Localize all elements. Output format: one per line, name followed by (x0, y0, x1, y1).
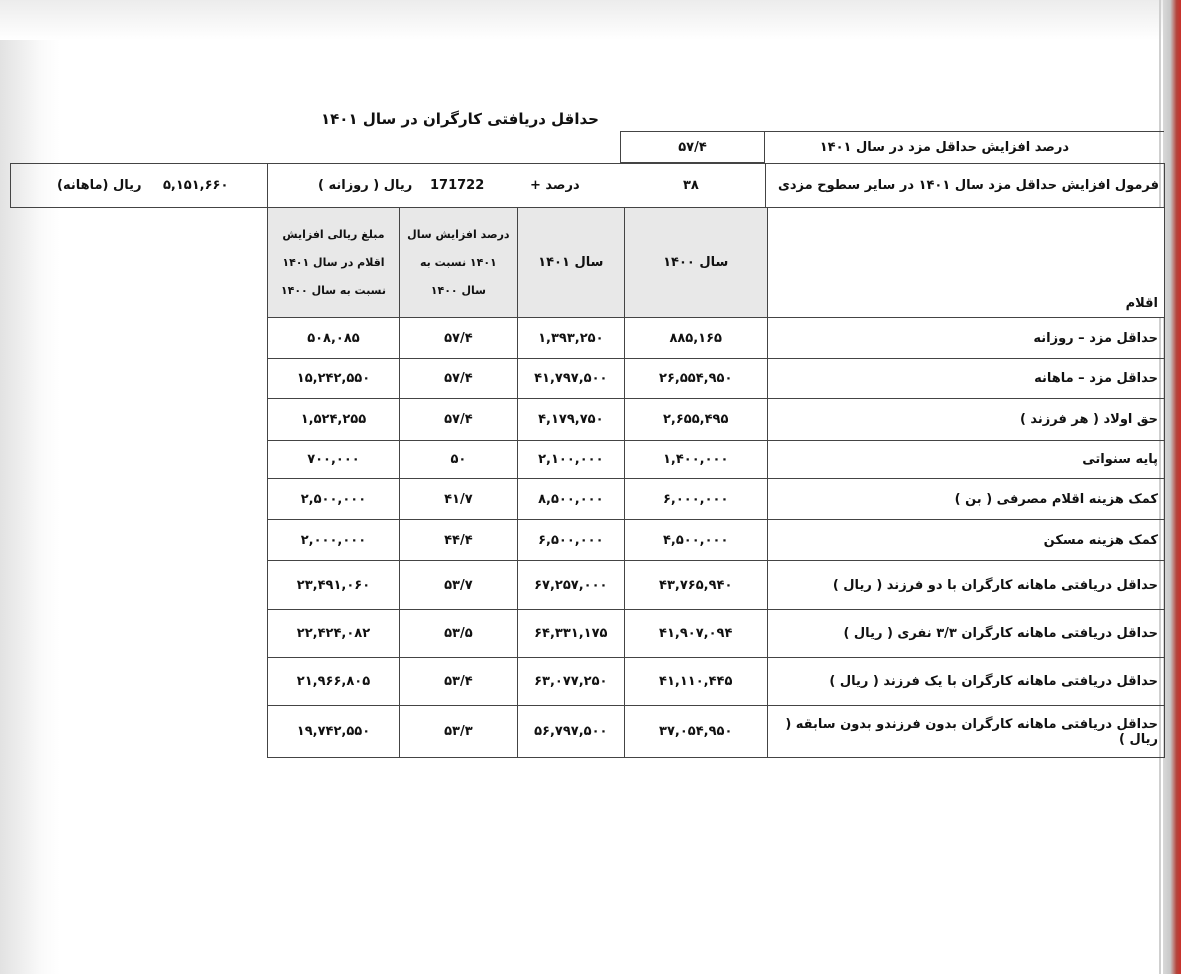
formula-label: فرمول افزایش حداقل مزد سال ۱۴۰۱ در سایر سطوح مزدی (777, 178, 1159, 193)
row-rial-increase: ۲۲,۴۲۴,۰۸۲ (268, 610, 400, 658)
formula-percent-plus: درصد + (530, 178, 580, 193)
increase-label: درصد افزایش حداقل مزد در سال ۱۴۰۱ (819, 140, 1069, 155)
row-percent-increase: ۴۱/۷ (399, 479, 517, 520)
table-row (268, 561, 1165, 610)
formula-row-divider (765, 163, 766, 208)
row-rial-increase: ۲,۰۰۰,۰۰۰ (268, 520, 400, 561)
increase-value-box (620, 131, 765, 163)
page-edge-right (1163, 0, 1181, 974)
table-row (268, 441, 1165, 479)
row-value-1401: ۴۱,۷۹۷,۵۰۰ (517, 359, 624, 399)
table-row (268, 658, 1165, 706)
row-item-label: حداقل دریافتی ماهانه کارگران با یک فرزند ( ریال ) (767, 658, 1164, 706)
row-percent-increase: ۵۳/۴ (399, 658, 517, 706)
table-row (268, 399, 1165, 441)
row-value-1401: ۴,۱۷۹,۷۵۰ (517, 399, 624, 441)
row-value-1400: ۱,۴۰۰,۰۰۰ (624, 441, 767, 479)
row-item-label: حداقل دریافتی ماهانه کارگران بدون فرزندو بدون سابقه ( ریال ) (767, 706, 1164, 758)
row-rial-increase: ۱۵,۲۴۲,۵۵۰ (268, 359, 400, 399)
row-item-label: کمک هزینه اقلام مصرفی ( بن ) (767, 479, 1164, 520)
row-percent-increase: ۵۷/۴ (399, 359, 517, 399)
row-value-1401: ۶۷,۲۵۷,۰۰۰ (517, 561, 624, 610)
row-percent-increase: ۴۴/۴ (399, 520, 517, 561)
page-shadow-top (0, 0, 1181, 40)
row-value-1400: ۴۱,۹۰۷,۰۹۴ (624, 610, 767, 658)
row-item-label: کمک هزینه مسکن (767, 520, 1164, 561)
header-rial-increase: مبلغ ریالی افزایش اقلام در سال ۱۴۰۱ نسبت به سال ۱۴۰۰ (268, 208, 400, 318)
row-item-label: حداقل مزد – ماهانه (767, 359, 1164, 399)
header-percent-increase: درصد افزایش سال ۱۴۰۱ نسبت به سال ۱۴۰۰ (399, 208, 517, 318)
formula-monthly-amount: ۵,۱۵۱,۶۶۰ (163, 178, 229, 193)
row-item-label: حق اولاد ( هر فرزند ) (767, 399, 1164, 441)
table-row (268, 479, 1165, 520)
row-rial-increase: ۲۳,۴۹۱,۰۶۰ (268, 561, 400, 610)
table-header-row (268, 208, 1165, 318)
row-percent-increase: ۵۰ (399, 441, 517, 479)
row-percent-increase: ۵۳/۵ (399, 610, 517, 658)
table-row (268, 610, 1165, 658)
row-value-1400: ۴,۵۰۰,۰۰۰ (624, 520, 767, 561)
formula-value: ۳۸ (683, 178, 699, 193)
row-rial-increase: ۲۱,۹۶۶,۸۰۵ (268, 658, 400, 706)
header-year-1400: سال ۱۴۰۰ (624, 208, 767, 318)
row-value-1400: ۲,۶۵۵,۴۹۵ (624, 399, 767, 441)
row-value-1401: ۶۴,۳۳۱,۱۷۵ (517, 610, 624, 658)
page-title: حداقل دریافتی کارگران در سال ۱۴۰۱ (320, 110, 599, 128)
row-value-1401: ۶,۵۰۰,۰۰۰ (517, 520, 624, 561)
row-value-1401: ۲,۱۰۰,۰۰۰ (517, 441, 624, 479)
row-value-1400: ۶,۰۰۰,۰۰۰ (624, 479, 767, 520)
table-row (268, 706, 1165, 758)
row-percent-increase: ۵۷/۴ (399, 318, 517, 359)
table-row (268, 359, 1165, 399)
row-percent-increase: ۵۳/۳ (399, 706, 517, 758)
row-rial-increase: ۲,۵۰۰,۰۰۰ (268, 479, 400, 520)
row-item-label: حداقل دریافتی ماهانه کارگران ۳/۳ نفری ( ریال ) (767, 610, 1164, 658)
header-year-1401: سال ۱۴۰۱ (517, 208, 624, 318)
row-value-1401: ۸,۵۰۰,۰۰۰ (517, 479, 624, 520)
row-value-1401: ۶۳,۰۷۷,۲۵۰ (517, 658, 624, 706)
row-value-1401: ۱,۳۹۳,۲۵۰ (517, 318, 624, 359)
header-items: اقلام (767, 208, 1164, 318)
table-row (268, 520, 1165, 561)
page-shadow-left (0, 0, 60, 974)
row-rial-increase: ۷۰۰,۰۰۰ (268, 441, 400, 479)
row-rial-increase: ۱۹,۷۴۲,۵۵۰ (268, 706, 400, 758)
row-value-1400: ۲۶,۵۵۴,۹۵۰ (624, 359, 767, 399)
row-value-1400: ۳۷,۰۵۴,۹۵۰ (624, 706, 767, 758)
formula-monthly-unit: ریال (ماهانه) (57, 178, 142, 193)
row-percent-increase: ۵۷/۴ (399, 399, 517, 441)
formula-daily-unit: ریال ( روزانه ) (318, 178, 413, 193)
increase-value: ۵۷/۴ (678, 139, 707, 155)
row-value-1400: ۸۸۵,۱۶۵ (624, 318, 767, 359)
row-rial-increase: ۱,۵۲۴,۲۵۵ (268, 399, 400, 441)
formula-row-divider-left (267, 163, 268, 208)
formula-daily-amount: 171722 (430, 178, 485, 193)
row-value-1400: ۴۱,۱۱۰,۴۴۵ (624, 658, 767, 706)
row-percent-increase: ۵۳/۷ (399, 561, 517, 610)
row-value-1401: ۵۶,۷۹۷,۵۰۰ (517, 706, 624, 758)
table-row (268, 318, 1165, 359)
row-value-1400: ۴۳,۷۶۵,۹۴۰ (624, 561, 767, 610)
row-rial-increase: ۵۰۸,۰۸۵ (268, 318, 400, 359)
row-item-label: حداقل مزد – روزانه (767, 318, 1164, 359)
row-item-label: پایه سنواتی (767, 441, 1164, 479)
row-item-label: حداقل دریافتی ماهانه کارگران با دو فرزند ( ریال ) (767, 561, 1164, 610)
wage-table (267, 207, 1165, 758)
